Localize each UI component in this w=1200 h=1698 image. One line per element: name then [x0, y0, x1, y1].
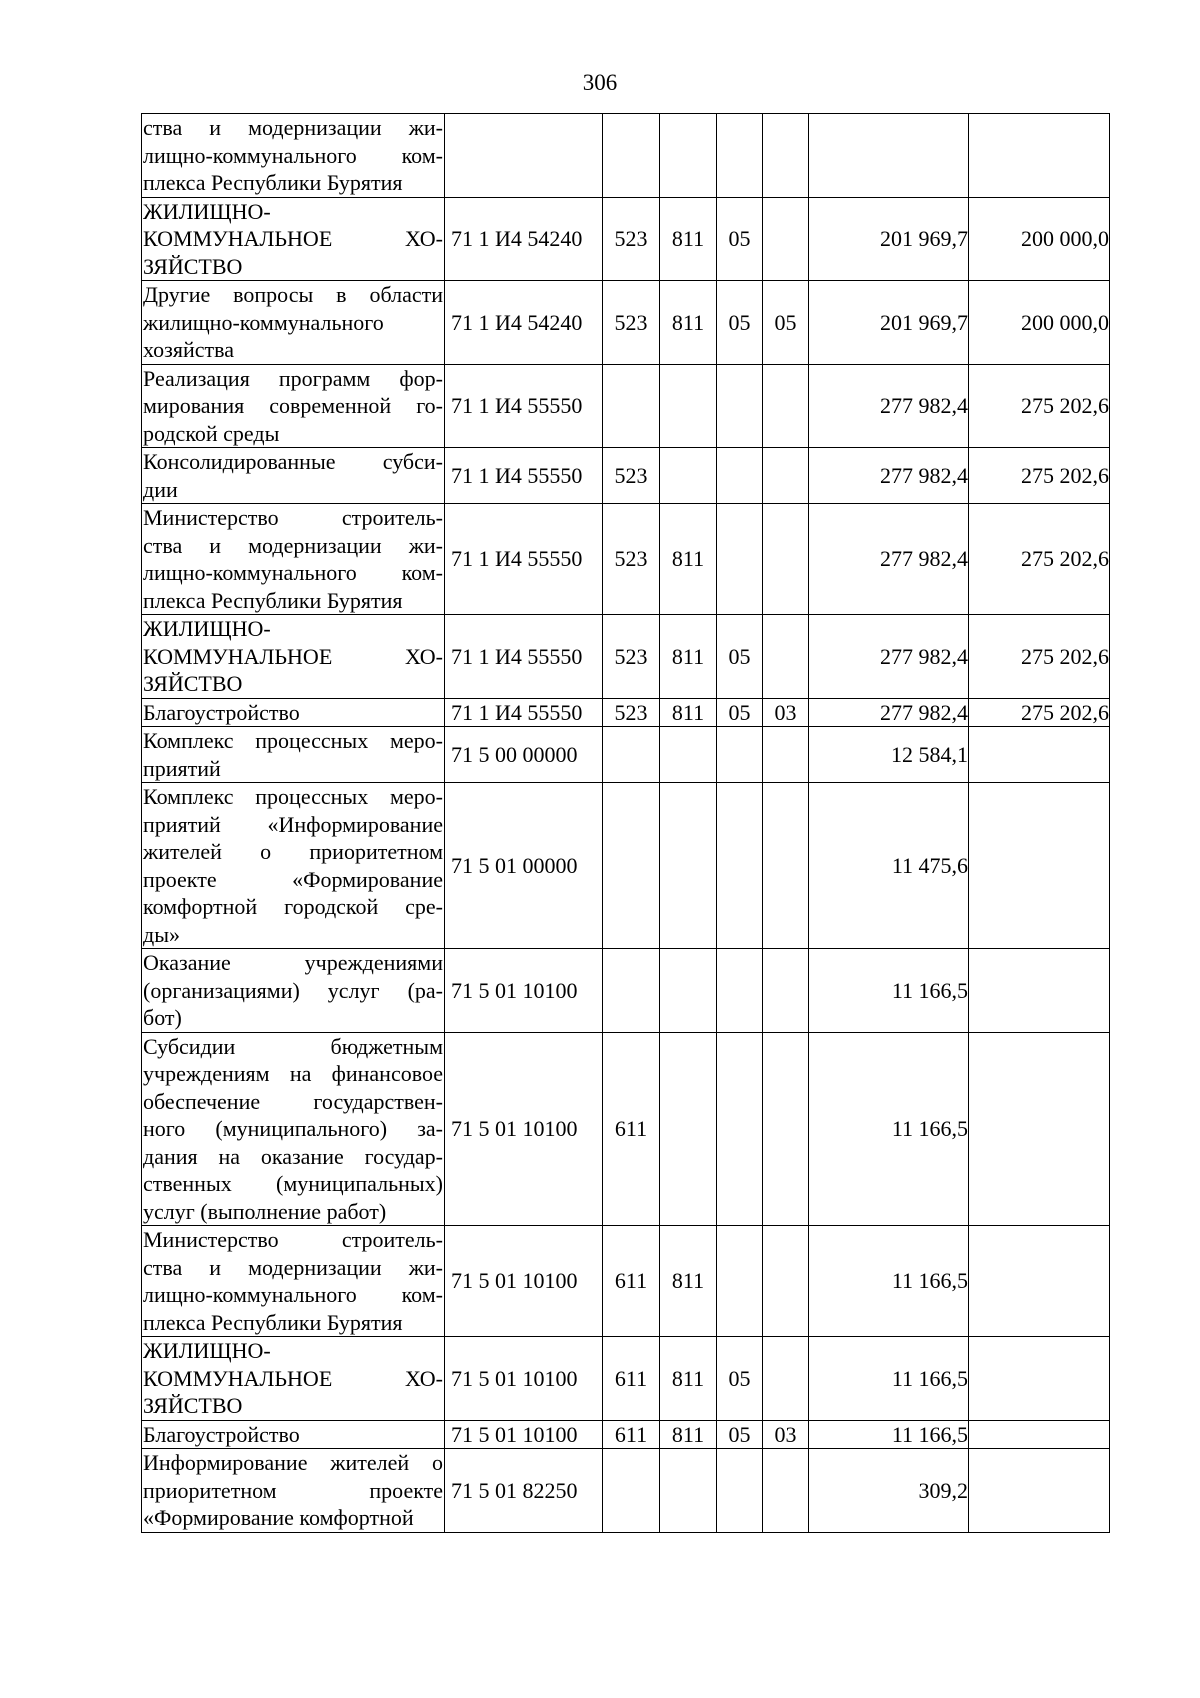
- item-name-line: проекте «Формирование: [143, 866, 443, 892]
- section-cell: 05: [717, 1337, 763, 1421]
- item-name-line: услуг (выполнение работ): [143, 1198, 387, 1224]
- item-name-line: лищно-коммунального ком-: [143, 142, 443, 168]
- table-row: [142, 1032, 1110, 1226]
- target-article-cell: 71 5 01 00000: [445, 783, 603, 949]
- expense-type-cell: 523: [603, 281, 660, 365]
- amount-year2-cell: [969, 114, 1110, 198]
- item-name-line: «Формирование комфортной: [143, 1505, 414, 1530]
- ministry-code-cell: 811: [660, 698, 717, 727]
- expense-type-cell: 611: [603, 1226, 660, 1337]
- target-article-cell: 71 1 И4 55550: [445, 364, 603, 448]
- expense-type-cell: 523: [603, 504, 660, 615]
- budget-table: [141, 113, 1110, 1533]
- subsection-cell: [763, 949, 809, 1033]
- section-cell: 05: [717, 698, 763, 727]
- item-name-cell: [142, 1449, 445, 1533]
- item-name-cell: [142, 364, 445, 448]
- item-name-line: хозяйства: [143, 337, 234, 362]
- ministry-code-cell: 811: [660, 281, 717, 365]
- table-row: [142, 615, 1110, 699]
- ministry-code-cell: 811: [660, 504, 717, 615]
- item-name-line: дии: [143, 476, 178, 502]
- expense-type-cell: 611: [603, 1032, 660, 1226]
- item-name-line: ства и модернизации жи-: [143, 115, 443, 140]
- item-name-line: ства и модернизации жи-: [143, 532, 443, 558]
- amount-year1-cell: 11 166,5: [809, 1032, 969, 1226]
- item-name-line: ства и модернизации жи-: [143, 1254, 443, 1280]
- section-cell: 05: [717, 281, 763, 365]
- target-article-cell: 71 5 01 10100: [445, 949, 603, 1033]
- item-name-line: ЖИЛИЩНО-: [143, 198, 271, 224]
- item-name-line: КОММУНАЛЬНОЕ ХО-: [143, 643, 443, 669]
- item-name-cell: [142, 783, 445, 949]
- amount-year2-cell: [969, 1420, 1110, 1449]
- amount-year2-cell: 200 000,0: [969, 197, 1110, 281]
- table-row: [142, 949, 1110, 1033]
- target-article-cell: 71 1 И4 55550: [445, 504, 603, 615]
- item-name-cell: [142, 281, 445, 365]
- section-cell: [717, 364, 763, 448]
- target-article-cell: 71 5 01 10100: [445, 1226, 603, 1337]
- item-name-cell: [142, 1420, 445, 1449]
- table-row: [142, 1449, 1110, 1533]
- subsection-cell: [763, 197, 809, 281]
- expense-type-cell: [603, 949, 660, 1033]
- item-name-line: ственных (муниципальных): [143, 1171, 443, 1196]
- subsection-cell: [763, 1449, 809, 1533]
- table-row: [142, 783, 1110, 949]
- amount-year1-cell: 201 969,7: [809, 281, 969, 365]
- item-name-line: ЗЯЙСТВО: [143, 253, 243, 279]
- item-name-cell: [142, 1032, 445, 1226]
- amount-year2-cell: [969, 1032, 1110, 1226]
- item-name-cell: [142, 949, 445, 1033]
- expense-type-cell: [603, 364, 660, 448]
- amount-year1-cell: 309,2: [809, 1449, 969, 1533]
- expense-type-cell: 523: [603, 615, 660, 699]
- target-article-cell: 71 1 И4 55550: [445, 698, 603, 727]
- item-name-line: обеспечение государствен-: [143, 1088, 443, 1114]
- expense-type-cell: 523: [603, 448, 660, 504]
- item-name-line: ЗЯЙСТВО: [143, 1393, 243, 1418]
- ministry-code-cell: [660, 783, 717, 949]
- table-row: [142, 114, 1110, 198]
- target-article-cell: [445, 114, 603, 198]
- amount-year2-cell: [969, 783, 1110, 949]
- item-name-line: приятий «Информирование: [143, 811, 443, 837]
- table-row: [142, 504, 1110, 615]
- section-cell: [717, 1032, 763, 1226]
- table-row: [142, 281, 1110, 365]
- subsection-cell: [763, 727, 809, 783]
- target-article-cell: 71 1 И4 54240: [445, 197, 603, 281]
- item-name-line: лищно-коммунального ком-: [143, 560, 443, 585]
- item-name-cell: [142, 448, 445, 504]
- item-name-line: КОММУНАЛЬНОЕ ХО-: [143, 1365, 443, 1391]
- item-name-line: Министерство строитель-: [143, 505, 443, 530]
- table-row: [142, 1226, 1110, 1337]
- ministry-code-cell: [660, 448, 717, 504]
- table-row: [142, 197, 1110, 281]
- item-name-line: жителей о приоритетном: [143, 839, 443, 864]
- ministry-code-cell: 811: [660, 615, 717, 699]
- section-cell: [717, 727, 763, 783]
- item-name-line: приятий: [143, 755, 221, 781]
- subsection-cell: [763, 504, 809, 615]
- table-row: [142, 727, 1110, 783]
- amount-year1-cell: 12 584,1: [809, 727, 969, 783]
- expense-type-cell: 523: [603, 197, 660, 281]
- target-article-cell: 71 5 01 10100: [445, 1420, 603, 1449]
- item-name-line: жилищно-коммунального: [143, 309, 384, 335]
- table-row: [142, 364, 1110, 448]
- item-name-line: мирования современной го-: [143, 393, 443, 418]
- item-name-line: приоритетном проекте: [143, 1477, 443, 1503]
- item-name-line: КОММУНАЛЬНОЕ ХО-: [143, 226, 443, 251]
- amount-year2-cell: 275 202,6: [969, 448, 1110, 504]
- ministry-code-cell: 811: [660, 1226, 717, 1337]
- amount-year1-cell: 201 969,7: [809, 197, 969, 281]
- item-name-cell: [142, 727, 445, 783]
- expense-type-cell: [603, 114, 660, 198]
- amount-year2-cell: [969, 1337, 1110, 1421]
- item-name-line: (организациями) услуг (ра-: [143, 977, 443, 1003]
- section-cell: 05: [717, 1420, 763, 1449]
- subsection-cell: [763, 114, 809, 198]
- expense-type-cell: [603, 727, 660, 783]
- amount-year1-cell: 11 166,5: [809, 1420, 969, 1449]
- amount-year1-cell: 277 982,4: [809, 615, 969, 699]
- expense-type-cell: 523: [603, 698, 660, 727]
- ministry-code-cell: [660, 1032, 717, 1226]
- item-name-line: Благоустройство: [143, 1421, 300, 1447]
- subsection-cell: 03: [763, 698, 809, 727]
- amount-year2-cell: [969, 727, 1110, 783]
- section-cell: 05: [717, 197, 763, 281]
- amount-year2-cell: 275 202,6: [969, 698, 1110, 727]
- amount-year2-cell: 275 202,6: [969, 364, 1110, 448]
- item-name-line: Комплекс процессных меро-: [143, 728, 443, 753]
- item-name-line: Министерство строитель-: [143, 1227, 443, 1252]
- item-name-cell: [142, 114, 445, 198]
- subsection-cell: [763, 615, 809, 699]
- item-name-line: учреждениям на финансовое: [143, 1061, 443, 1086]
- section-cell: [717, 504, 763, 615]
- subsection-cell: [763, 364, 809, 448]
- item-name-line: комфортной городской сре-: [143, 894, 443, 919]
- item-name-line: плекса Республики Бурятия: [143, 1309, 403, 1335]
- subsection-cell: 03: [763, 1420, 809, 1449]
- amount-year2-cell: 275 202,6: [969, 615, 1110, 699]
- item-name-line: плекса Республики Бурятия: [143, 587, 403, 613]
- target-article-cell: 71 1 И4 55550: [445, 448, 603, 504]
- amount-year1-cell: 11 166,5: [809, 1337, 969, 1421]
- ministry-code-cell: 811: [660, 197, 717, 281]
- item-name-line: Другие вопросы в области: [143, 282, 443, 307]
- item-name-line: ЖИЛИЩНО-: [143, 616, 271, 641]
- expense-type-cell: 611: [603, 1420, 660, 1449]
- subsection-cell: [763, 783, 809, 949]
- target-article-cell: 71 5 00 00000: [445, 727, 603, 783]
- target-article-cell: 71 5 01 10100: [445, 1032, 603, 1226]
- subsection-cell: [763, 448, 809, 504]
- ministry-code-cell: [660, 1449, 717, 1533]
- table-row: [142, 448, 1110, 504]
- subsection-cell: [763, 1337, 809, 1421]
- item-name-line: ды»: [143, 921, 180, 947]
- table-row: [142, 1420, 1110, 1449]
- item-name-line: Благоустройство: [143, 699, 300, 725]
- item-name-cell: [142, 615, 445, 699]
- ministry-code-cell: [660, 949, 717, 1033]
- item-name-cell: [142, 698, 445, 727]
- item-name-line: бот): [143, 1005, 182, 1030]
- ministry-code-cell: 811: [660, 1420, 717, 1449]
- item-name-line: Оказание учреждениями: [143, 950, 443, 975]
- ministry-code-cell: [660, 114, 717, 198]
- item-name-line: ЖИЛИЩНО-: [143, 1338, 271, 1363]
- item-name-line: лищно-коммунального ком-: [143, 1282, 443, 1307]
- expense-type-cell: [603, 1449, 660, 1533]
- amount-year1-cell: 277 982,4: [809, 364, 969, 448]
- expense-type-cell: [603, 783, 660, 949]
- expense-type-cell: 611: [603, 1337, 660, 1421]
- item-name-cell: [142, 1337, 445, 1421]
- amount-year2-cell: [969, 1449, 1110, 1533]
- target-article-cell: 71 5 01 10100: [445, 1337, 603, 1421]
- target-article-cell: 71 1 И4 54240: [445, 281, 603, 365]
- item-name-line: Консолидированные субси-: [143, 449, 443, 474]
- amount-year2-cell: [969, 1226, 1110, 1337]
- section-cell: [717, 783, 763, 949]
- item-name-line: родской среды: [143, 420, 280, 446]
- item-name-cell: [142, 197, 445, 281]
- section-cell: 05: [717, 615, 763, 699]
- section-cell: [717, 949, 763, 1033]
- item-name-line: Комплекс процессных меро-: [143, 784, 443, 809]
- amount-year2-cell: [969, 949, 1110, 1033]
- item-name-line: Реализация программ фор-: [143, 365, 443, 391]
- amount-year2-cell: 200 000,0: [969, 281, 1110, 365]
- item-name-cell: [142, 1226, 445, 1337]
- amount-year1-cell: 11 166,5: [809, 949, 969, 1033]
- item-name-line: ного (муниципального) за-: [143, 1116, 443, 1141]
- table-row: [142, 698, 1110, 727]
- amount-year1-cell: 11 475,6: [809, 783, 969, 949]
- subsection-cell: 05: [763, 281, 809, 365]
- target-article-cell: 71 5 01 82250: [445, 1449, 603, 1533]
- item-name-line: ЗЯЙСТВО: [143, 671, 243, 696]
- section-cell: [717, 448, 763, 504]
- table-row: [142, 1337, 1110, 1421]
- ministry-code-cell: [660, 364, 717, 448]
- ministry-code-cell: 811: [660, 1337, 717, 1421]
- subsection-cell: [763, 1032, 809, 1226]
- ministry-code-cell: [660, 727, 717, 783]
- section-cell: [717, 1226, 763, 1337]
- amount-year1-cell: 277 982,4: [809, 448, 969, 504]
- target-article-cell: 71 1 И4 55550: [445, 615, 603, 699]
- item-name-cell: [142, 504, 445, 615]
- item-name-line: Информирование жителей о: [143, 1450, 443, 1475]
- amount-year2-cell: 275 202,6: [969, 504, 1110, 615]
- subsection-cell: [763, 1226, 809, 1337]
- item-name-line: Субсидии бюджетным: [143, 1033, 443, 1059]
- item-name-line: плекса Республики Бурятия: [143, 170, 403, 195]
- amount-year1-cell: 277 982,4: [809, 698, 969, 727]
- amount-year1-cell: [809, 114, 969, 198]
- amount-year1-cell: 11 166,5: [809, 1226, 969, 1337]
- section-cell: [717, 1449, 763, 1533]
- item-name-line: дания на оказание государ-: [143, 1143, 443, 1169]
- section-cell: [717, 114, 763, 198]
- page-number: 306: [582, 70, 618, 95]
- amount-year1-cell: 277 982,4: [809, 504, 969, 615]
